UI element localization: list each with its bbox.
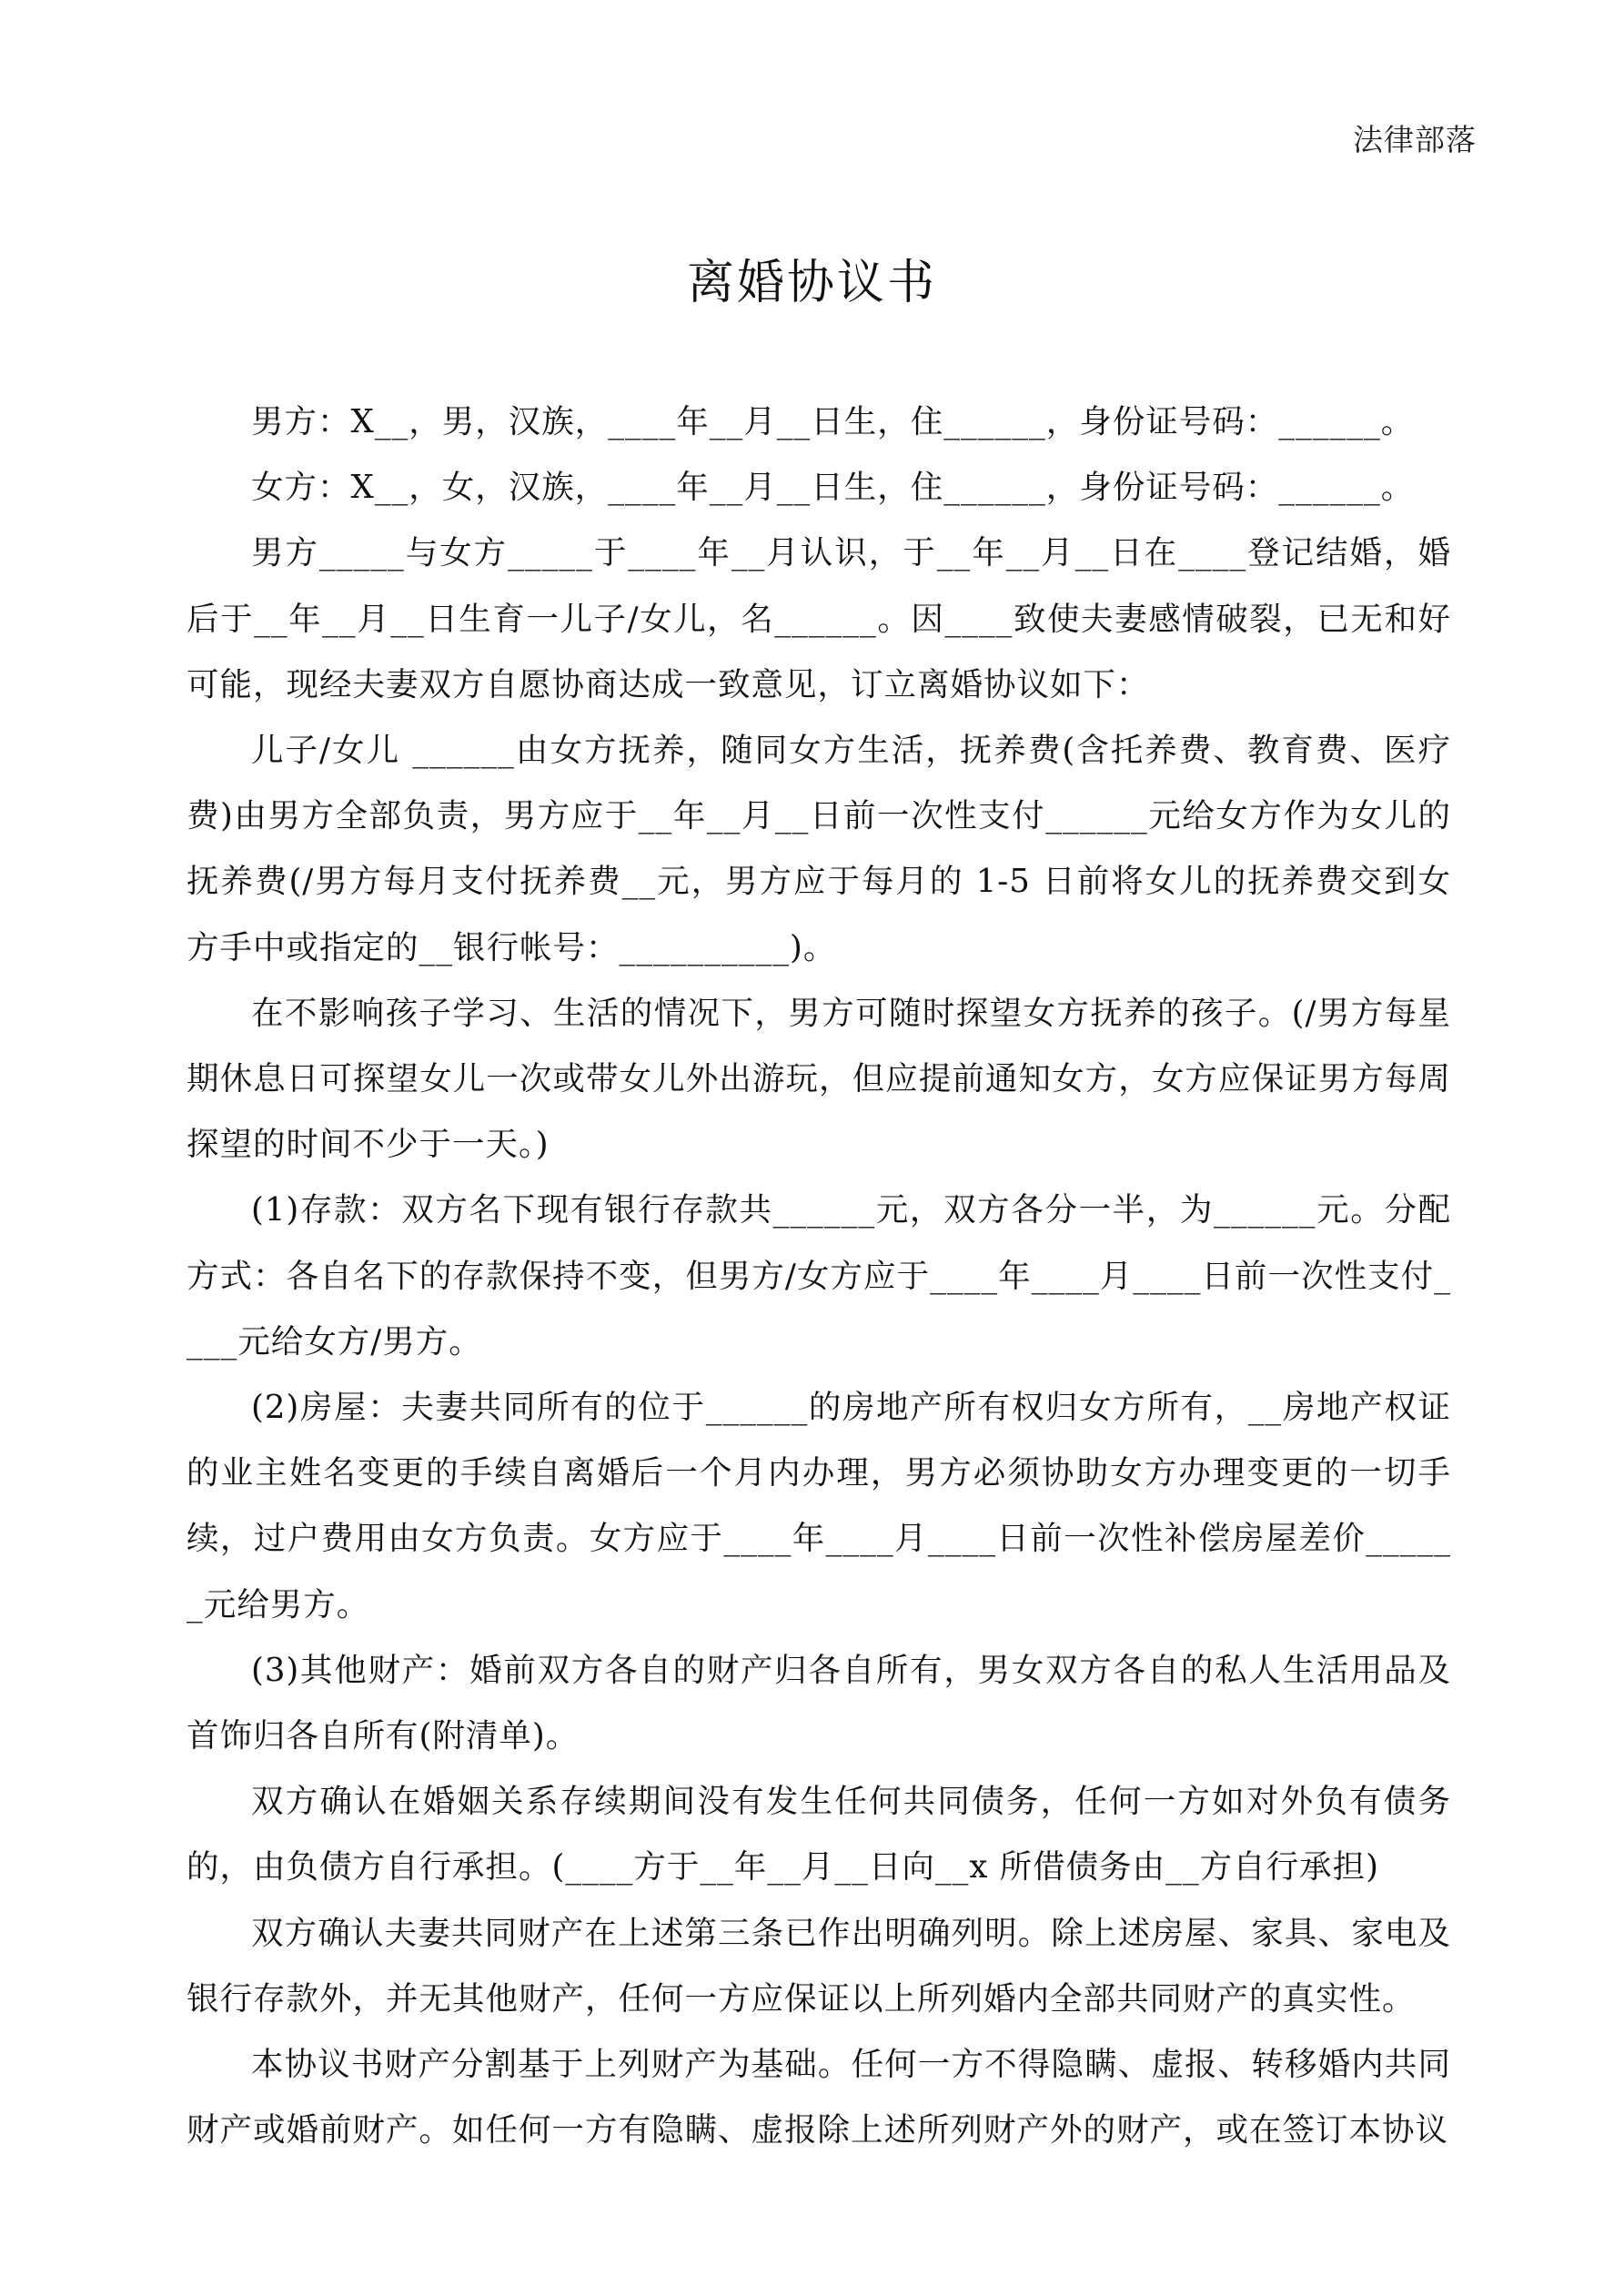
paragraph-deposits: (1)存款：双方名下现有银行存款共______元，双方各分一半，为______元。分配方式：各自名下的存款保持不变，但男方/女方应于____年____月____日前一次性支付____元给女方/男方。	[187, 1191, 1451, 1360]
paragraph-property-confirmation: 双方确认夫妻共同财产在上述第三条已作出明确列明。除上述房屋、家具、家电及银行存款外，并无其他财产，任何一方应保证以上所列婚内全部共同财产的真实性。	[187, 1914, 1451, 2018]
paragraph-male-party: 男方：X__，男，汉族，____年__月__日生，住______，身份证号码：______。	[251, 403, 1415, 440]
paragraph-housing: (2)房屋：夫妻共同所有的位于______的房地产所有权归女方所有，__房地产权证的业主姓名变更的手续自离婚后一个月内办理，男方必须协助女方办理变更的一切手续，过户费用由女方负责。女方应于____年____月____日前一次性补偿房屋差价______元给男方。	[187, 1389, 1451, 1623]
paragraph-debts: 双方确认在婚姻关系存续期间没有发生任何共同债务，任何一方如对外负有债务的，由负债方自行承担。(____方于__年__月__日向__x 所借债务由__方自行承担)	[187, 1783, 1451, 1886]
paragraph-marriage-background: 男方_____与女方_____于____年__月认识，于__年__月__日在____登记结婚，婚后于__年__月__日生育一儿子/女儿，名______。因____致使夫妻感情破裂，已无和好可能，现经夫妻双方自愿协商达成一致意见，订立离婚协议如下：	[187, 534, 1451, 703]
paragraph-female-party: 女方：X__，女，汉族，____年__月__日生，住______，身份证号码：______。	[251, 469, 1415, 507]
brand-label: 法律部落	[1353, 122, 1477, 157]
document-title: 离婚协议书	[686, 256, 937, 310]
paragraph-other-property: (3)其他财产：婚前双方各自的财产归各自所有，男女双方各自的私人生活用品及首饰归各自所有(附清单)。	[187, 1651, 1451, 1755]
paragraph-visitation: 在不影响孩子学习、生活的情况下，男方可随时探望女方抚养的孩子。(/男方每星期休息日可探望女儿一次或带女儿外出游玩，但应提前通知女方，女方应保证男方每周探望的时间不少于一天。)	[187, 994, 1451, 1164]
paragraph-child-custody: 儿子/女儿 ______由女方抚养，随同女方生活，抚养费(含托养费、教育费、医疗费)由男方全部负责，男方应于__年__月__日前一次性支付______元给女方作为女儿的抚养费(/男方每月支付抚养费__元，男方应于每月的 1-5 日前将女儿的抚养费交到女方手中或指定的__银行帐号：__________)。	[187, 732, 1451, 966]
paragraph-property-division: 本协议书财产分割基于上列财产为基础。任何一方不得隐瞒、虚报、转移婚内共同财产或婚前财产。如任何一方有隐瞒、虚报除上述所列财产外的财产，或在签订本协议	[187, 2046, 1451, 2149]
document-body	[187, 389, 1451, 2163]
